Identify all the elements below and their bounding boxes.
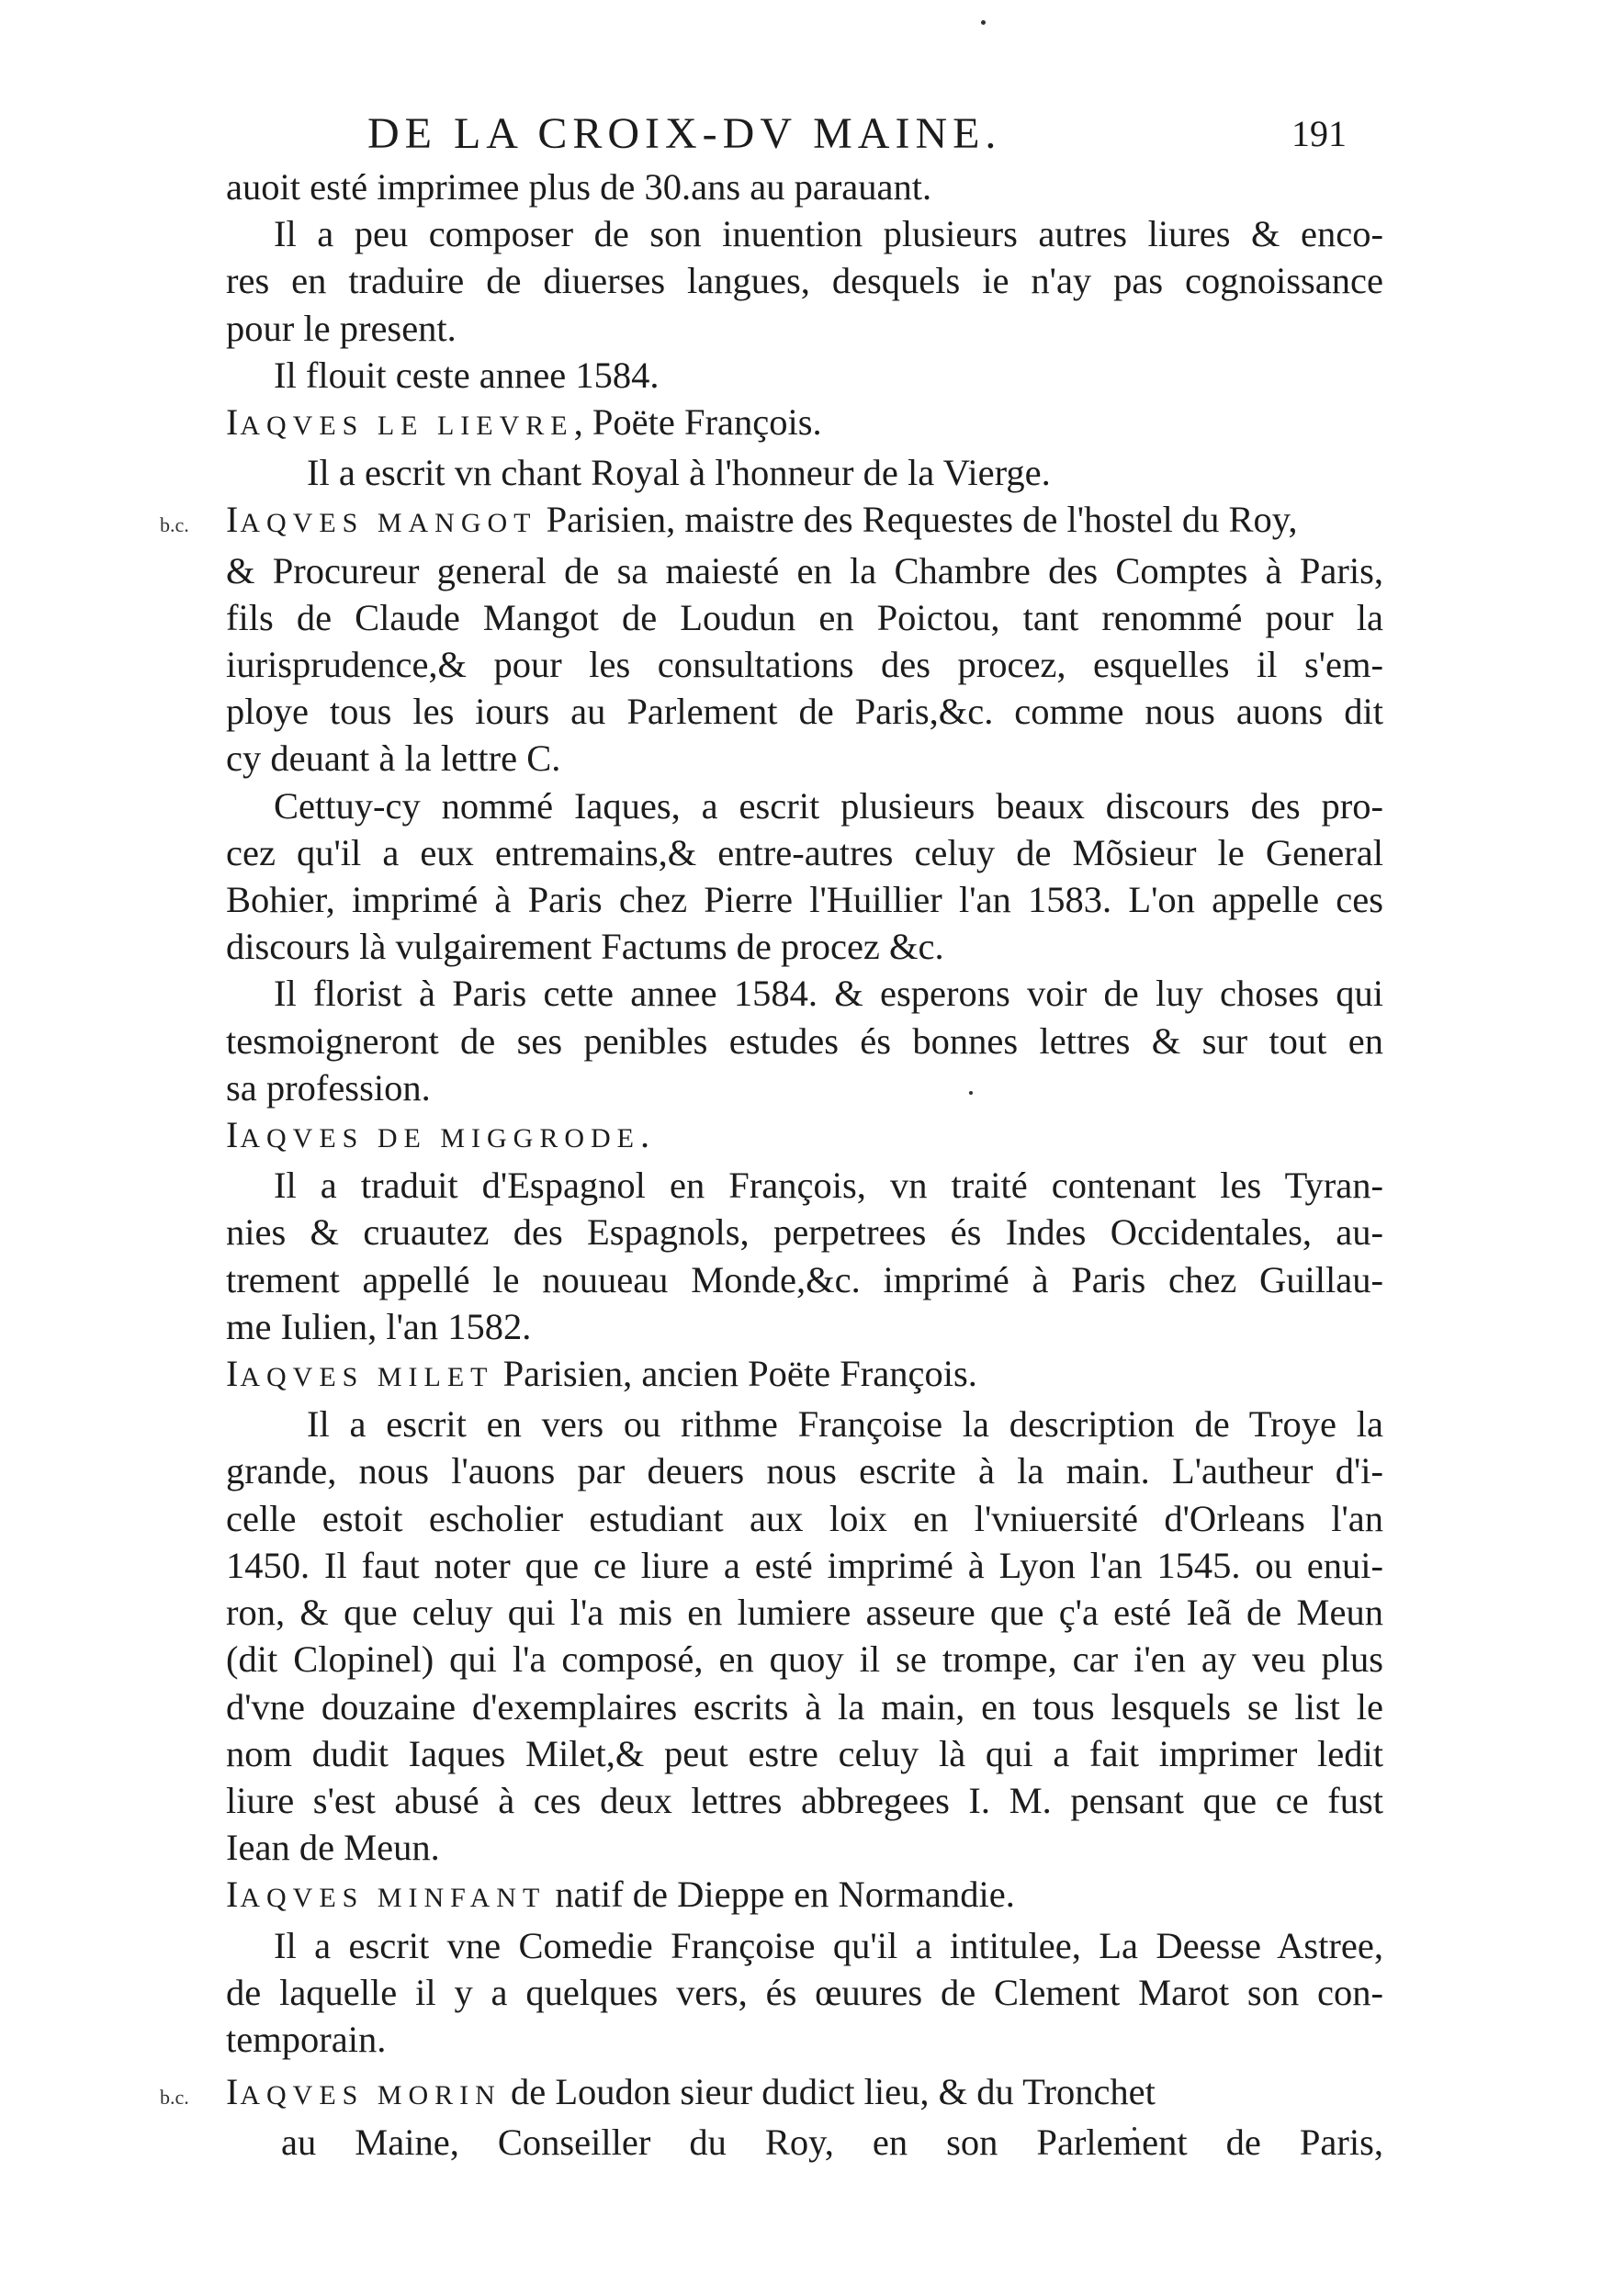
entry-name: AQVES MORIN: [240, 2080, 502, 2111]
text-line: res en traduire de diuerses langues, desquels ie n'ay pas cognoissance: [226, 260, 1383, 302]
text-line: Il a escrit en vers ou rithme Françoise la description de Troye la: [307, 1403, 1383, 1446]
paragraph: [226, 163, 1383, 210]
text-line: de laquelle il y a quelques vers, és œuures de Clement Marot son con-: [226, 1971, 1383, 2013]
text-line: Il florist à Paris cette annee 1584. & esperons voir de luy choses qui: [274, 973, 1383, 1015]
entry-name: AQVES MANGOT: [240, 508, 537, 539]
text-line: Il a escrit vne Comedie Françoise qu'il a intitulee, La Deesse Astree,: [274, 1924, 1383, 1966]
text-line: nies & cruautez des Espagnols, perpetrees és Indes Occidentales, au-: [226, 1211, 1383, 1254]
text-line: Bohier, imprimé à Paris chez Pierre l'Huillier l'an 1583. L'on appelle ces: [226, 879, 1383, 921]
text-line: ron, & que celuy qui l'a mis en lumiere asseure que ç'a esté Ieã de Meun: [226, 1592, 1383, 1634]
text-line: (dit Clopinel) qui l'a composé, en quoy il se trompe, car i'en ay veu plus: [226, 1638, 1383, 1681]
text-line: Il a traduit d'Espagnol en François, vn traité contenant les Tyran-: [274, 1165, 1383, 1207]
paragraph: [226, 1922, 1383, 2064]
text-line: cez qu'il a eux entremains,& entre-autres celuy de Mõsieur le General: [226, 831, 1383, 873]
paragraph: [226, 2119, 1383, 2166]
body-text: [160, 163, 1383, 2167]
text-line: temporain.: [226, 2018, 387, 2060]
entry-initial: I: [226, 401, 241, 444]
text-line: au Maine, Conseiller du Roy, en son Parlement de Paris,: [281, 2122, 1383, 2164]
entry-heading: [226, 1871, 1383, 1921]
text-line: liure s'est abusé à ces deux lettres abbregees I. M. pensant que ce fust: [226, 1779, 1383, 1821]
entry-initial: I: [226, 1353, 241, 1395]
entry-heading: [226, 1111, 1383, 1162]
text-line: tesmoigneront de ses penibles estudes és bonnes lettres & sur tout en: [226, 1019, 1383, 1062]
entry-name: AQVES DE MIGGRODE: [240, 1123, 640, 1154]
text-line: sa profession.: [226, 1066, 431, 1109]
text-line: fils de Claude Mangot de Loudun en Poictou, tant renommé pour la: [226, 596, 1383, 638]
entry-initial: I: [226, 2071, 241, 2113]
text-line: me Iulien, l'an 1582.: [226, 1305, 532, 1347]
text-line: iurisprudence,& pour les consultations des procez, esquelles il s'em-: [226, 644, 1383, 686]
text-line: ploye tous les iours au Parlement de Paris,&c. comme nous auons dit: [226, 691, 1383, 733]
entry-rest: , Poëte François.: [573, 401, 822, 444]
entry-name: AQVES MILET: [240, 1362, 494, 1393]
text-line: Il a peu composer de son inuention plusieurs autres liures & enco-: [274, 213, 1383, 255]
entry-heading: [160, 496, 1383, 546]
text-line: Il a escrit vn chant Royal à l'honneur de la Vierge.: [307, 452, 1051, 494]
paragraph: [226, 782, 1383, 971]
entry-heading: [226, 399, 1383, 449]
paragraph: [226, 352, 1383, 399]
entry-rest: de Loudon sieur dudict lieu, & du Tronchet: [501, 2071, 1156, 2113]
entry-initial: I: [226, 499, 241, 541]
text-line: cy deuant à la lettre C.: [226, 737, 561, 780]
text-line: d'vne douzaine d'exemplaires escrits à la main, en tous lesquels se list le: [226, 1685, 1383, 1728]
paragraph: [226, 970, 1383, 1111]
text-line: celle estoit escholier estudiant aux loix en l'vniuersité d'Orleans l'an: [226, 1497, 1383, 1539]
page-number: 191: [1291, 113, 1347, 154]
entry-heading: [160, 2068, 1383, 2119]
text-line: trement appellé le nouueau Monde,&c. imprimé à Paris chez Guillau-: [226, 1258, 1383, 1300]
paragraph: [226, 1401, 1383, 1871]
text-line: Iean de Meun.: [226, 1827, 440, 1869]
margin-note: b.c.: [160, 513, 189, 537]
text-line: auoit esté imprimee plus de 30.ans au parauant.: [226, 166, 932, 208]
text-line: Il flouit ceste annee 1584.: [274, 354, 660, 396]
entry-initial: I: [226, 1874, 241, 1916]
entry-rest: Parisien, maistre des Requestes de l'hostel du Roy,: [536, 499, 1298, 541]
running-head: DE LA CROIX-DV MAINE.: [367, 109, 1002, 158]
paragraph: [226, 210, 1383, 352]
text-line: Cettuy-cy nommé Iaques, a escrit plusieurs beaux discours des pro-: [274, 784, 1383, 827]
ink-speck: [981, 20, 986, 25]
paragraph: [226, 1162, 1383, 1350]
text-line: pour le present.: [226, 307, 457, 349]
margin-note: b.c.: [160, 2086, 189, 2110]
entry-rest: Parisien, ancien Poëte François.: [493, 1353, 977, 1395]
entry-name: AQVES MINFANT: [240, 1883, 547, 1914]
paragraph: [226, 449, 1383, 496]
entry-rest: natif de Dieppe en Normandie.: [546, 1874, 1015, 1916]
entry-initial: I: [226, 1114, 241, 1156]
entry-heading: [226, 1350, 1383, 1401]
entry-name: AQVES LE LIEVRE: [240, 411, 574, 442]
text-line: grande, nous l'auons par deuers nous escrite à la main. L'autheur d'i-: [226, 1450, 1383, 1492]
text-line: nom dudit Iaques Milet,& peut estre celuy là qui a fait imprimer ledit: [226, 1732, 1383, 1774]
text-line: 1450. Il faut noter que ce liure a esté imprimé à Lyon l'an 1545. ou enui-: [226, 1544, 1383, 1586]
page-header: [367, 108, 1378, 163]
text-line: & Procureur general de sa maiesté en la Chambre des Comptes à Paris,: [226, 549, 1383, 591]
entry-rest: .: [639, 1114, 650, 1156]
text-line: discours là vulgairement Factums de procez &c.: [226, 926, 944, 968]
paragraph: [226, 547, 1383, 782]
